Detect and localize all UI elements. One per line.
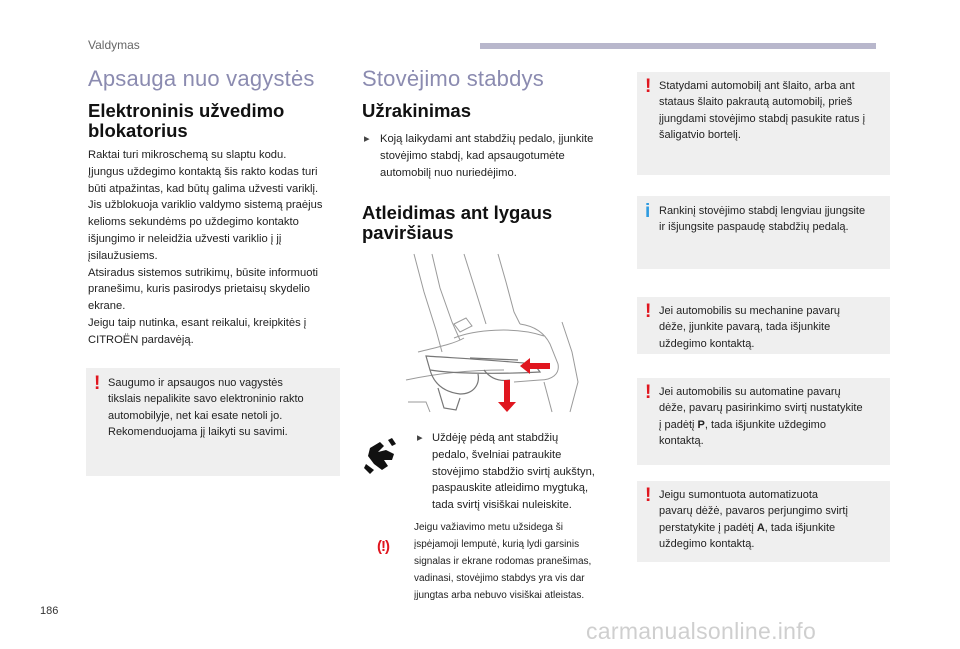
- applying-text: [380, 131, 620, 181]
- subtitle-line-2: blokatorius: [88, 120, 188, 141]
- paragraph-line: išjungimo ir neleidžia užvesti variklio į jį: [88, 232, 282, 245]
- immobiliser-paragraph: [88, 147, 338, 349]
- gear-position-label: A: [756, 521, 765, 534]
- bullet-icon: ▸: [417, 432, 423, 444]
- alert-line: įjungtas arba nebuvo visiškai atleistas.: [414, 590, 585, 601]
- watermark: carmanualsonline.info: [586, 618, 817, 644]
- section-label: Valdymas: [88, 38, 140, 52]
- automated-text: [659, 487, 887, 553]
- alert-line: Jeigu važiavimo metu užsidega ši: [414, 522, 563, 533]
- slope-text: [659, 78, 887, 144]
- heading-applying: Užrakinimas: [362, 100, 471, 121]
- brake-alert-text: [414, 519, 620, 604]
- box-line: [659, 520, 887, 536]
- paragraph-line: Jis užblokuoja variklio valdymo sistemą praėjus: [88, 199, 323, 212]
- box-line: Jei automobilis su mechanine pavarų: [659, 305, 840, 317]
- brake-warning-lamp-icon: (!): [377, 538, 389, 555]
- release-heading-line-1: Atleidimas ant lygaus: [362, 202, 553, 223]
- warning-icon: !: [645, 382, 652, 403]
- text-span: , tada išjunkite: [764, 521, 836, 534]
- heading-release: [362, 203, 552, 243]
- release-line: pedalo, švelniai patraukite: [432, 448, 562, 461]
- release-heading-line-2: paviršiaus: [362, 222, 454, 243]
- release-text: [432, 430, 622, 514]
- release-line: Uždėję pėdą ant stabdžių: [432, 432, 559, 444]
- release-line: tada svirtį visiškai nuleiskite.: [432, 499, 572, 512]
- alert-line: signalas ir ekrane rodomas pranešimas,: [414, 556, 592, 567]
- box-line: įjungdami stovėjimo stabdį pasukite ratus į: [659, 112, 866, 125]
- box-line: pavarų dėžė, pavaros perjungimo svirtį: [659, 505, 848, 518]
- box-line: ir išjungsite paspaudę stabdžių pedalą.: [659, 221, 849, 234]
- box-line: uždegimo kontaktą.: [659, 337, 755, 350]
- alert-line: įspėjamoji lemputė, kurią lydi garsinis: [414, 539, 580, 550]
- box-line: Rankinį stovėjimo stabdį lengviau įjungsite: [659, 205, 866, 217]
- hand-pull-icon: [364, 438, 398, 474]
- box-line: dėže, įjunkite pavarą, tada išjunkite: [659, 321, 831, 334]
- automatic-text: [659, 384, 889, 450]
- pedal-text: [659, 203, 887, 236]
- page-title-theft: Apsauga nuo vagystės: [88, 66, 315, 91]
- warning-line: Rekomenduojama jį laikyti su savimi.: [108, 426, 288, 439]
- paragraph-line: būti atpažintas, kad būtų galima užvesti variklį.: [88, 182, 319, 195]
- text-span: perstatykite į padėtį: [659, 521, 757, 534]
- warning-icon: !: [94, 373, 101, 394]
- applying-line: automobilį nuo nuriedėjimo.: [380, 166, 517, 179]
- bullet-icon: ▸: [364, 133, 370, 145]
- page-title-parking-brake: Stovėjimo stabdys: [362, 66, 544, 91]
- warning-icon: !: [645, 76, 652, 97]
- paragraph-line: Jeigu taip nutinka, esant reikalui, kreipkitės į: [88, 316, 307, 329]
- paragraph-line: CITROËN pardavėją.: [88, 333, 194, 346]
- box-line: šaligatvio bortelį.: [659, 129, 741, 142]
- page-number: 186: [40, 605, 59, 617]
- paragraph-line: kelioms sekundėms po uždegimo kontakto: [88, 216, 299, 229]
- gear-position-label: P: [697, 418, 705, 431]
- warning-line: tikslais nepalikite savo elektroninio rakto: [108, 393, 304, 406]
- subtitle-immobiliser: [88, 101, 284, 141]
- applying-line: stovėjimo stabdį, kad apsaugotumėte: [380, 149, 565, 162]
- warning-icon: !: [645, 301, 652, 322]
- box-line: Statydami automobilį ant šlaito, arba ant: [659, 80, 855, 92]
- manual-text: [659, 303, 887, 352]
- paragraph-line: ekrane.: [88, 300, 126, 313]
- subtitle-line-1: Elektroninis užvedimo: [88, 100, 285, 121]
- text-span: , tada išjunkite uždegimo: [704, 418, 826, 431]
- box-line: kontaktą.: [659, 435, 704, 448]
- box-line: stataus šlaito pakrautą automobilį, prieš: [659, 96, 853, 109]
- paragraph-line: įsilaužusiems.: [88, 249, 158, 262]
- parking-brake-illustration: [394, 252, 594, 414]
- applying-line: Koją laikydami ant stabdžių pedalo, įjunkite: [380, 133, 594, 145]
- warning-icon: !: [645, 485, 652, 506]
- box-line: uždegimo kontaktą.: [659, 538, 755, 551]
- release-line: paspauskite atleidimo mygtuką,: [432, 482, 589, 495]
- text-span: į padėtį: [659, 418, 698, 431]
- paragraph-line: Atsiradus sistemos sutrikimų, būsite informuoti: [88, 266, 319, 279]
- info-icon: i: [645, 201, 651, 222]
- paragraph-line: Įjungus uždegimo kontaktą šis rakto kodas turi: [88, 165, 318, 178]
- alert-line: vadinasi, stovėjimo stabdys yra vis dar: [414, 573, 585, 584]
- box-line: Jei automobilis su automatine pavarų: [659, 386, 841, 398]
- paragraph-line: pranešimu, kuris pasirodys prietaisų skydelio: [88, 283, 310, 296]
- release-line: stovėjimo stabdžio svirtį aukštyn,: [432, 465, 595, 478]
- header-bar: [480, 43, 876, 49]
- warning-text-key: [108, 375, 336, 441]
- warning-line: automobilyje, net kai esate netoli jo.: [108, 409, 283, 422]
- paragraph-line: Raktai turi mikroschemą su slaptu kodu.: [88, 149, 287, 161]
- box-line: dėže, pavarų pasirinkimo svirtį nustatykite: [659, 402, 863, 415]
- box-line: Jeigu sumontuota automatizuota: [659, 489, 818, 501]
- box-line: [659, 417, 889, 433]
- warning-line: Saugumo ir apsaugos nuo vagystės: [108, 377, 283, 389]
